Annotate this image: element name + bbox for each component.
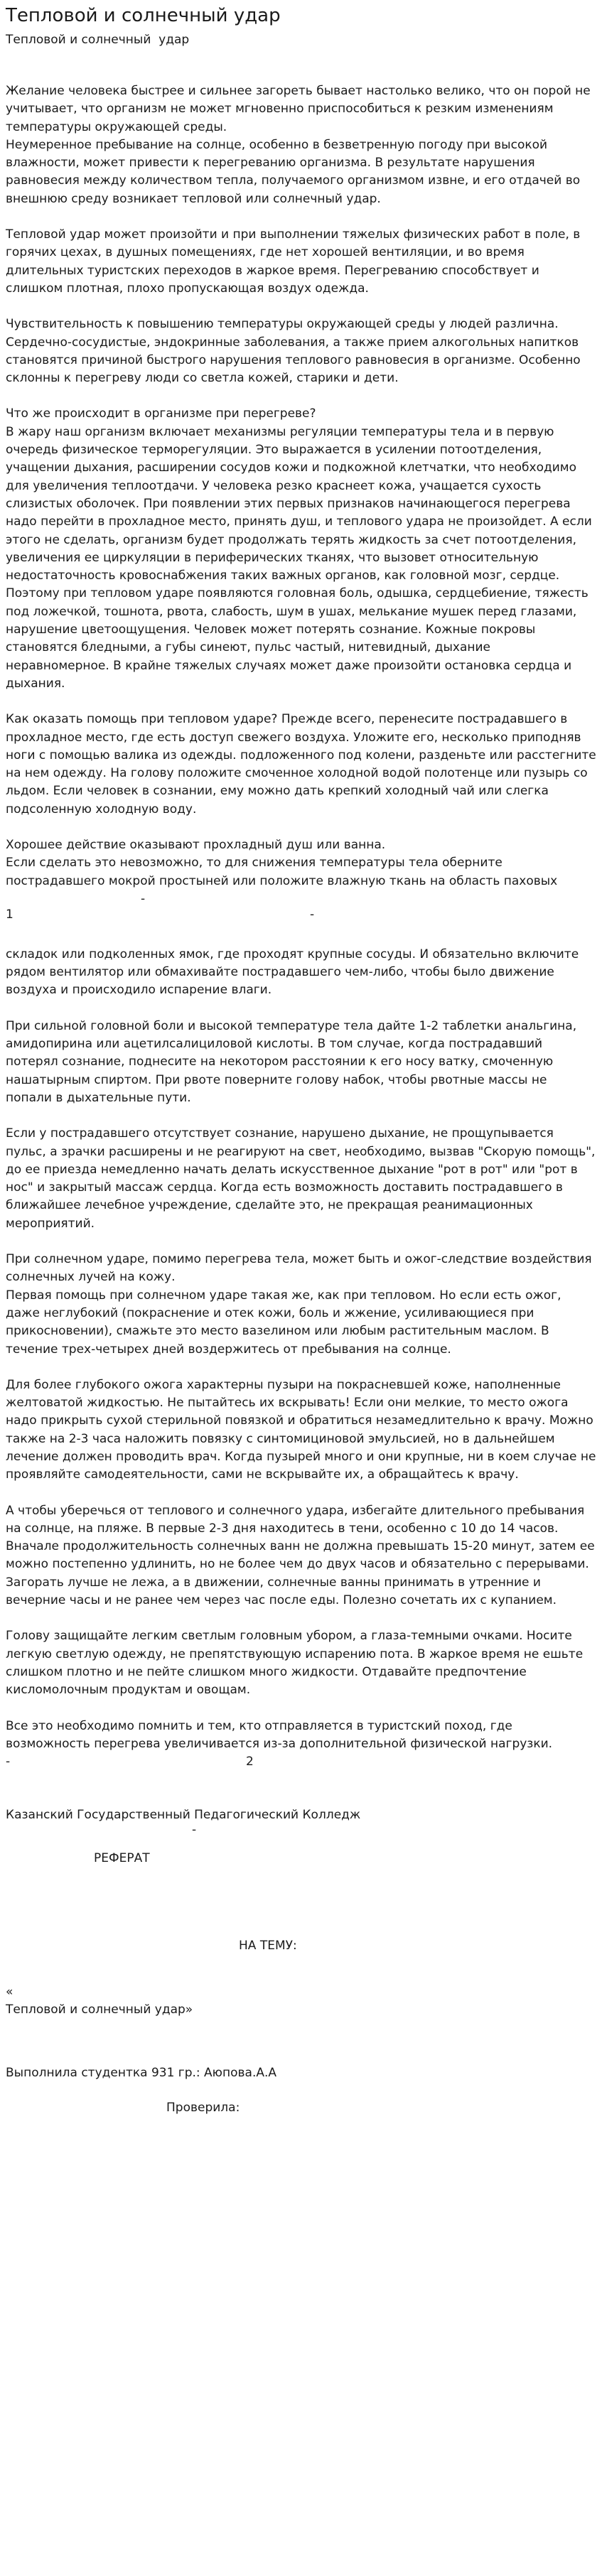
paragraph-intro: Желание человека быстрее и сильнее загореть бывает настолько велико, что он порой не учитывает, что организм не может мгновенно приспособиться к резким изменениям температуры окружающей среды. Неумеренное пребывание на солнце, особенно в безветренную погоду при высокой влажности, может привести к перегреванию организма. В результате нарушения равновесия между количеством тепла, получаемого организмом извне, и его отдачей во внешнюю среду возникает тепловой или солнечный удар. xyxy=(6,84,591,206)
paragraph-what-happens: Что же происходит в организме при перегреве? В жару наш организм включает механизмы регуляции температуры тела и в первую очередь физическое терморегуляции. Это выражается в усилении потоотделения, учащении дыхания, расширении сосудов кожи и подкожной клетчатки, что необходимо для увеличения теплоотдачи. У человека резко краснеет кожа, учащается сухость слизистых оболочек. При появлении этих первых признаков начинающегося перегрева надо перейти в прохладное место, принять душ, и теплового удара не произойдет. А если этого не сделать, организм будет продолжать терять жидкость за счет потоотделения, увеличения ее циркуляции в периферических тканях, что вызовет относительную недостаточность кровоснабжения таких важных органов, как головной мозг, сердце. Поэтому при тепловом ударе появляются головная боль, одышка, сердцебиение, тяжесть под ложечкой, тошнота, рвота, слабость, шум в ушах, мелькание мушек перед глазами, нарушение цветоощущения. Человек может потерять сознание. Кожные покровы становятся бледными, а губы синеют, пульс частый, нитевидный, дыхание неравномерное. В крайне тяжелых случаях может даже произойти остановка сердца и дыхания. xyxy=(6,406,592,691)
paragraph-shower: Хорошее действие оказывают прохладный душ или ванна. Если сделать это невозможно, то для снижения температуры тела оберните пострадавшего мокрой простыней или положите влажную ткань на область паховых xyxy=(6,837,558,888)
referat-label: РЕФЕРАТ xyxy=(94,1851,150,1866)
page-number-1: 1 xyxy=(6,907,14,922)
page-break-dash-left: - xyxy=(6,1755,11,1769)
paragraph-resuscitation: Если у пострадавшего отсутствует сознание, нарушено дыхание, не прощупывается пульс, а зрачки расширены и не реагируют на свет, необходимо, вызвав "Скорую помощь", до ее приезда немедленно начать делать искусственное дыхание "рот в рот" или "рот в нос" и закрытый массаж сердца. Когда есть возможность доставить пострадавшего в ближайшее лечебное учреждение, сделайте это, не прекращая реанимационных мероприятий. xyxy=(6,1126,599,1231)
paragraph-clothing: Голову защищайте легким светлым головным убором, а глаза-темными очками. Носите легкую светлую одежду, не препятствующую испарению пота. В жаркое время не ешьте слишком плотно и не пейте слишком много жидкости. Отдавайте предпочтение кисломолочным продуктам и овощам. xyxy=(6,1629,587,1698)
paragraph-sensitivity: Чувствительность к повышению температуры окружающей среды у людей различна. Сердечно-сосудистые, эндокринные заболевания, а также прием алкогольных напитков становятся причиной быстрого нарушения теплового равновесия в организме. Особенно склонны к перегреву люди со светла кожей, старики и дети. xyxy=(6,317,585,386)
paragraph-fan: складок или подколенных ямок, где проходят крупные сосуды. И обязательно включите рядом вентилятор или обмахивайте пострадавшего чем-либо, чтобы было движение воздуха и происходило испарение влаги. xyxy=(6,947,583,998)
college-dash: - xyxy=(192,1823,197,1838)
document-title: Тепловой и солнечный удар xyxy=(6,5,281,26)
page-break-1 xyxy=(6,890,596,932)
page-break-dash-right: - xyxy=(310,907,315,922)
paragraph-headache: При сильной головной боли и высокой температуре тела дайте 1-2 таблетки анальгина, амидопирина или ацетилсалициловой кислоты. В том случае, когда пострадавший потерял сознание, поднесите на некотором расстоянии к его носу ватку, смоченную нашатырным спиртом. При рвоте поверните голову набок, чтобы рвотные массы не попали в дыхательные пути. xyxy=(6,1018,581,1105)
paragraph-heat-stroke-causes: Тепловой удар может произойти и при выполнении тяжелых физических работ в поле, в горячих цехах, в душных помещениях, где нет хорошей вентиляции, и во время длительных туристских переходов в жаркое время. Перегреванию способствует и слишком плотная, плохо пропускающая воздух одежда. xyxy=(6,227,584,296)
author-line: Выполнила студентка 931 гр.: Аюпова.А.А xyxy=(6,2066,277,2081)
topic-title: Тепловой и солнечный удар» xyxy=(6,2003,193,2017)
paragraph-hiking: Все это необходимо помнить и тем, кто отправляется в туристский поход, где возможность перегрева увеличивается из-за дополнительной физической нагрузки. xyxy=(6,1718,553,1751)
paragraph-prevention: А чтобы уберечься от теплового и солнечного удара, избегайте длительного пребывания на солнце, на пляже. В первые 2-3 дня находитесь в тени, особенно с 10 до 14 часов. Вначале продолжительность солнечных ванн не должна превышать 15-20 минут, затем ее можно постепенно удлинить, но не более чем до двух часов и обязательно с перерывами. Загорать лучше не лежа, а в движении, солнечные ванны принимать в утренние и вечерние часы и не ранее чем через час после еды. Полезно сочетать их с купанием. xyxy=(6,1503,599,1608)
on-topic-label: НА ТЕМУ: xyxy=(239,1939,297,1953)
college-name: Казанский Государственный Педагогический Колледж xyxy=(6,1808,361,1823)
document-subtitle: Тепловой и солнечный удар xyxy=(6,33,190,47)
checked-by-line: Проверила: xyxy=(166,2101,240,2116)
paragraph-first-aid: Как оказать помощь при тепловом ударе? Прежде всего, перенесите пострадавшего в прохладное место, где есть доступ свежего воздуха. Уложите его, несколько приподняв ноги с помощью валика из одежды. подложенного под колени, разденьте или расстегните на нем одежду. На голову положите смоченное холодной водой полотенце или пузырь со льдом. Если человек в сознании, ему можно дать крепкий холодный чай или слегка подсоленную холодную воду. xyxy=(6,712,601,817)
paragraph-sunstroke: При солнечном ударе, помимо перегрева тела, может быть и ожог-следствие воздействия солнечных лучей на кожу. Первая помощь при солнечном ударе такая же, как при тепловом. Но если есть ожог, даже неглубокий (покраснение и отек кожи, боль и жжение, усиливающиеся при прикосновении), смажьте это место вазелином или любым растительным маслом. В течение трех-четырех дней воздержитесь от пребывания на солнце. xyxy=(6,1252,592,1357)
quote-open: « xyxy=(6,1985,14,2000)
page-break-2 xyxy=(6,1753,596,1771)
paragraph-burns: Для более глубокого ожога характерны пузыри на покрасневшей коже, наполненные желтоватой жидкостью. Не пытайтесь их вскрывать! Если они мелкие, то место ожога надо прикрыть сухой стерильной повязкой и обратиться незамедлительно к врачу. Можно также на 2-3 часа наложить повязку с синтомициновой эмульсией, но в дальнейшем лечение должен проводить врач. Когда пузырей много и они крупные, ни в коем случае не проявляйте самодеятельности, сами не вскрывайте их, а обращайтесь к врачу. xyxy=(6,1377,600,1482)
page-number-2: 2 xyxy=(246,1755,254,1769)
page-break-dash-top: - xyxy=(141,891,146,906)
